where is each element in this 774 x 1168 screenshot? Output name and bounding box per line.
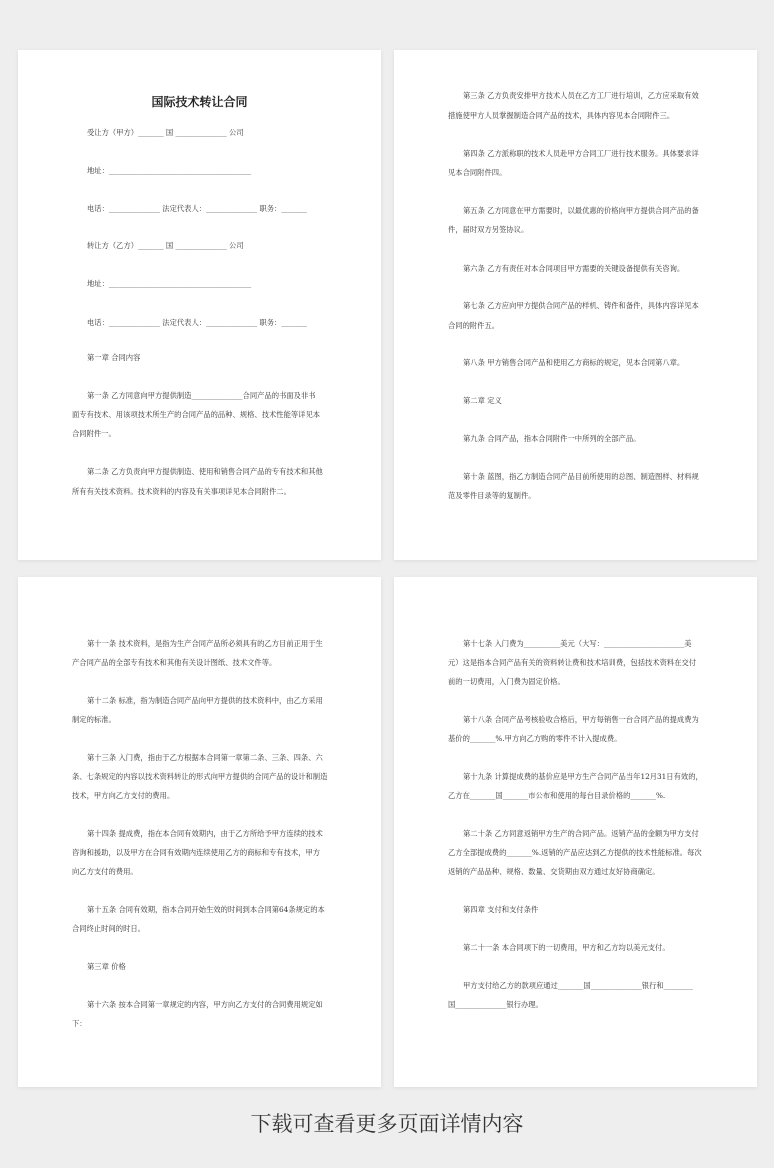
document-page-2: [394, 50, 757, 560]
chapter-heading: 第四章 支付和支付条件: [463, 905, 539, 914]
chapter-heading: 第三章 价格: [87, 962, 126, 971]
paragraph-line: 咨询和援助，以及甲方在合同有效期内连续使用乙方的商标和专有技术，甲方: [72, 848, 321, 857]
paragraph-line: 下：: [72, 1019, 87, 1028]
paragraph-line: 第十七条 入门费为__________美元（大写：______________________美: [463, 639, 692, 648]
paragraph-line: 返销的产品品种、规格、数量、交货期由双方通过友好协商确定。: [448, 867, 660, 876]
paragraph-line: 第二条 乙方负责向甲方提供制造、使用和销售合同产品的专有技术和其他: [87, 467, 323, 476]
paragraph-line: 乙方在_______国_______市公布和使用的每台目录价格的_______%.: [448, 791, 666, 800]
paragraph-line: 元）这是指本合同产品有关的资料转让费和技术培训费，包括技术资料在交付: [448, 658, 697, 667]
party-a-address: 地址：_______________________________________: [87, 166, 252, 175]
document-page-1: [18, 50, 381, 560]
paragraph-line: 第六条 乙方有责任对本合同项目甲方需要的关键设备提供有关咨询。: [463, 264, 685, 273]
paragraph-line: 第十四条 提成费，指在本合同有效期内，由于乙方所给予甲方连续的技术: [87, 829, 323, 838]
paragraph-line: 合同附件一。: [72, 429, 116, 438]
paragraph-line: 条、七条规定的内容以技术资料转让的形式向甲方提供的合同产品的设计和制造: [72, 772, 328, 781]
party-a-phone: 电话：______________ 法定代表人：______________ 职务：_______: [87, 204, 307, 213]
paragraph-line: 第一条 乙方同意向甲方提供制造______________合同产品的书面及非书: [87, 391, 316, 400]
paragraph-line: 前的一切费用，入门费为固定价格。: [448, 677, 565, 686]
paragraph-line: 第二十条 乙方同意返销甲方生产的合同产品。返销产品的金额为甲方支付: [463, 829, 699, 838]
paragraph-line: 范及零件目录等的复制件。: [448, 491, 536, 500]
party-b-phone: 电话：______________ 法定代表人：______________ 职务：_______: [87, 318, 307, 327]
paragraph-line: 产合同产品的全部专有技术和其他有关设计图纸、技术文件等。: [72, 658, 277, 667]
paragraph-line: 第十一条 技术资料，是指为生产合同产品所必须具有的乙方目前正用于生: [87, 639, 323, 648]
paragraph-line: 第十九条 计算提成费的基价应是甲方生产合同产品当年12月31日有效的，: [463, 772, 703, 781]
paragraph-line: 第十六条 按本合同第一章规定的内容，甲方向乙方支付的合同费用规定如: [87, 1000, 323, 1009]
chapter-heading: 第二章 定义: [463, 396, 502, 405]
document-title: 国际技术转让合同: [151, 95, 248, 109]
paragraph-line: 第七条 乙方应向甲方提供合同产品的样机、铸件和备件，具体内容详见本: [463, 301, 699, 310]
paragraph-line: 件，届时双方另签协议。: [448, 225, 529, 234]
paragraph-line: 第二十一条 本合同项下的一切费用，甲方和乙方均以美元支付。: [463, 943, 670, 952]
paragraph-line: 第五条 乙方同意在甲方需要时，以最优惠的价格向甲方提供合同产品的备: [463, 206, 699, 215]
chapter-heading: 第一章 合同内容: [87, 353, 141, 362]
paragraph-line: 第四条 乙方派称职的技术人员赴甲方合同工厂进行技术服务。具体要求详: [463, 149, 699, 158]
paragraph-line: 第十八条 合同产品考核验收合格后，甲方每销售一台合同产品的提成费为: [463, 715, 699, 724]
paragraph-line: 第八条 甲方销售合同产品和使用乙方商标的规定，见本合同第八章。: [463, 358, 685, 367]
paragraph-line: 第九条 合同产品，指本合同附件一中所列的全部产品。: [463, 434, 641, 443]
paragraph-line: 甲方支付给乙方的款项应通过_______国______________银行和________: [463, 981, 693, 990]
paragraph-line: 措施使甲方人员掌握制造合同产品的技术，具体内容见本合同附件三。: [448, 111, 675, 120]
paragraph-line: 第三条 乙方负责安排甲方技术人员在乙方工厂进行培训，乙方应采取有效: [463, 91, 699, 100]
paragraph-line: 技术，甲方向乙方支付的费用。: [72, 791, 175, 800]
paragraph-line: 合同终止时间的时日。: [72, 924, 145, 933]
paragraph-line: 见本合同附件四。: [448, 168, 507, 177]
paragraph-line: 第十二条 标准，指为制造合同产品向甲方提供的技术资料中，由乙方采用: [87, 696, 323, 705]
paragraph-line: 国______________银行办理。: [448, 1000, 543, 1009]
party-a-line: 受让方（甲方）_______ 国 ______________ 公司: [87, 128, 244, 137]
paragraph-line: 面专有技术、用该项技术所生产的合同产品的品种、规格、技术性能等详见本: [72, 410, 321, 419]
paragraph-line: 合同的附件五。: [448, 321, 500, 330]
paragraph-line: 乙方全部提成费的_______%.返销的产品应达到乙方提供的技术性能标准。每次: [448, 848, 702, 857]
party-b-line: 转让方（乙方）_______ 国 ______________ 公司: [87, 241, 244, 250]
paragraph-line: 基价的_______%.甲方向乙方购的零件不计入提成费。: [448, 734, 622, 743]
paragraph-line: 第十三条 入门费，指由于乙方根据本合同第一章第二条、三条、四条、六: [87, 753, 323, 762]
party-b-address: 地址：_______________________________________: [87, 279, 252, 288]
document-page-4: [394, 577, 757, 1087]
paragraph-line: 制定的标准。: [72, 715, 116, 724]
document-page-3: [18, 577, 381, 1087]
paragraph-line: 第十条 蓝图，指乙方制造合同产品目前所使用的总图、制造图样、材料规: [463, 472, 699, 481]
download-more-link[interactable]: 下载可查看更多页面详情内容: [250, 1112, 524, 1136]
paragraph-line: 所有有关技术资料。技术资料的内容及有关事项详见本合同附件二。: [72, 487, 291, 496]
paragraph-line: 第十五条 合同有效期，指本合同开始生效的时间到本合同第64条规定的本: [87, 905, 325, 914]
paragraph-line: 向乙方支付的费用。: [72, 867, 138, 876]
